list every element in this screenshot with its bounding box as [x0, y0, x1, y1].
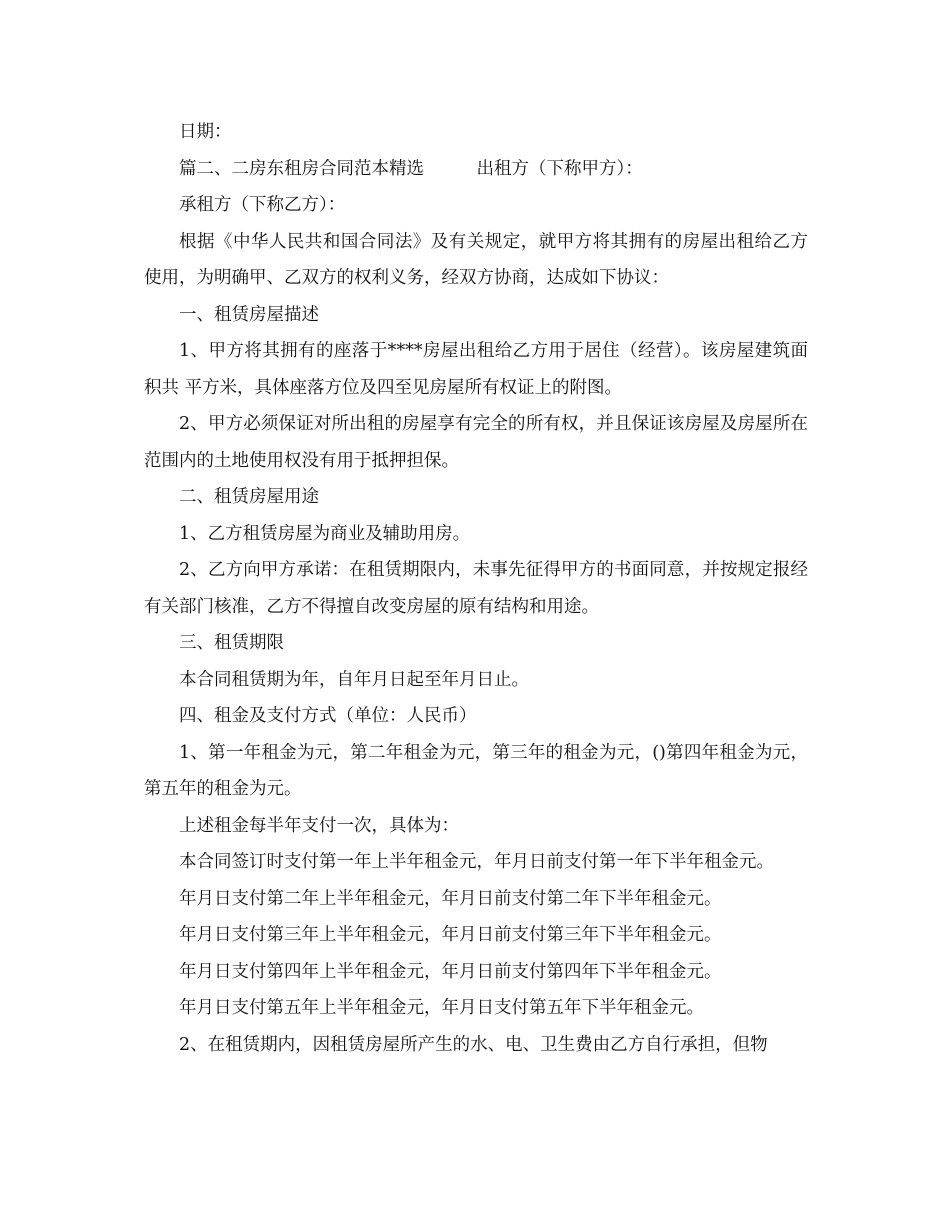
lessee-line: 承租方（下称乙方）：	[179, 195, 346, 215]
clause-1-1: 1、甲方将其拥有的座落于****房屋出租给乙方用于居住（经营）。该房屋建筑面积共 平方米，具体座落方位及四至见房屋所有权证上的附图。	[144, 341, 808, 398]
payment-year-1: 本合同签订时支付第一年上半年租金元，年月日前支付第一年下半年租金元。	[179, 852, 774, 872]
heading-property-description: 一、租赁房屋描述	[179, 304, 319, 325]
clause-2-1: 1、乙方租赁房屋为商业及辅助用房。	[179, 523, 471, 544]
date-line: 日期：	[179, 122, 232, 142]
payment-year-4: 年月日支付第四年上半年租金元，年月日前支付第四年下半年租金元。	[179, 961, 722, 982]
lease-term-paragraph: 本合同租赁期为年，自年月日起至年月日止。	[179, 669, 529, 690]
clause-1-2: 2、甲方必须保证对所出租的房屋享有完全的所有权，并且保证该房屋及房屋所在范围内的土地使用权没有用于抵押担保。	[144, 414, 808, 471]
clause-4-2: 2、在租赁期内，因租赁房屋所产生的水、电、卫生费由乙方自行承担，但物	[179, 1034, 768, 1055]
heading-rent-payment: 四、租金及支付方式（单位：人民币）	[179, 706, 477, 726]
payment-year-3: 年月日支付第三年上半年租金元，年月日前支付第三年下半年租金元。	[179, 925, 722, 945]
heading-lease-term: 三、租赁期限	[179, 633, 284, 653]
payment-year-5: 年月日支付第五年上半年租金元，年月日支付第五年下半年租金元。	[179, 998, 704, 1018]
payment-schedule-intro: 上述租金每半年支付一次，具体为：	[179, 815, 459, 836]
section-title-line: 篇二、二房东租房合同范本精选 出租方（下称甲方）：	[179, 158, 643, 179]
heading-property-use: 二、租赁房屋用途	[179, 487, 319, 507]
clause-2-2: 2、乙方向甲方承诺：在租赁期限内，未事先征得甲方的书面同意，并按规定报经有关部门核准，乙方不得擅自改变房屋的原有结构和用途。	[144, 560, 808, 617]
clause-4-1: 1、第一年租金为元，第二年租金为元，第三年的租金为元，()第四年租金为元，第五年的租金为元。	[144, 742, 808, 799]
payment-year-2: 年月日支付第二年上半年租金元，年月日前支付第二年下半年租金元。	[179, 888, 722, 909]
document-page	[144, 114, 808, 1063]
preamble-paragraph: 根据《中华人民共和国合同法》及有关规定，就甲方将其拥有的房屋出租给乙方使用，为明确甲、乙双方的权利义务，经双方协商，达成如下协议：	[144, 231, 808, 288]
